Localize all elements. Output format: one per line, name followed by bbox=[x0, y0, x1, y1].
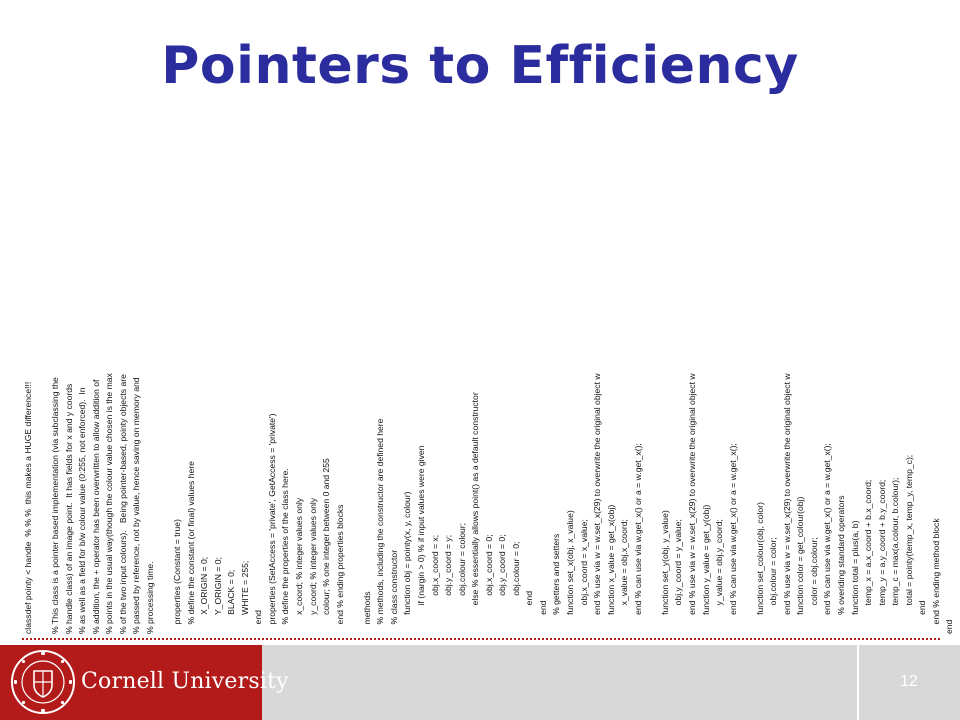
code-line: y_value = obj.y_coord; bbox=[714, 519, 725, 634]
university-wordmark: Cornell University bbox=[81, 669, 289, 694]
footer-bar bbox=[0, 645, 960, 720]
code-line: % define the properties of the class here. bbox=[280, 468, 291, 634]
code-line: % This class is a pointer based implementation (via subclassing the bbox=[50, 377, 61, 634]
code-line: function obj = pointy(x, y, colour) bbox=[402, 491, 413, 634]
code-line: end bbox=[944, 619, 955, 634]
code-line: colour; % one integer between 0 and 255 bbox=[321, 458, 332, 634]
cornell-logo bbox=[0, 645, 289, 720]
code-line: temp_y = a.y_coord + b.y_coord; bbox=[876, 479, 887, 634]
code-line: obj.y_coord = y_value; bbox=[673, 519, 684, 634]
code-line: else % essentially allows point() as a default constructor bbox=[470, 392, 481, 634]
code-line: end % can use via w.get_x() or a = w.get_x(); bbox=[727, 443, 738, 634]
code-line: end bbox=[524, 591, 535, 634]
code-line: function set_x(obj, x_value) bbox=[565, 510, 575, 634]
code-line: if (nargin > 0) % if input values were given bbox=[415, 445, 426, 634]
code-line: % methods, including the constructor are defined here bbox=[375, 418, 386, 634]
code-line: obj.colour = colour; bbox=[456, 522, 467, 634]
code-line: methods bbox=[361, 591, 372, 634]
code-line: x_coord; % integer values only bbox=[294, 497, 304, 634]
code-line: end % ending method block bbox=[930, 518, 941, 634]
cornell-seal-icon bbox=[10, 649, 76, 715]
page-number: 12 bbox=[900, 673, 918, 690]
code-line: obj.y_coord = 0; bbox=[497, 534, 508, 634]
code-line: end % use via w = w.set_x(29) to overwrite the original object w bbox=[592, 373, 603, 634]
code-line: obj.x_coord = x_value; bbox=[578, 519, 589, 634]
code-line: function color = get_colour(obj) bbox=[795, 496, 806, 634]
code-line: function total = plus(a, b) bbox=[849, 520, 860, 634]
code-line: end % use via w = w.set_x(29) to overwrite the original object w bbox=[686, 373, 697, 634]
code-line: obj.x_coord = 0; bbox=[483, 534, 494, 634]
code-line: % handle class) of an image point. It has fields for x and y coords bbox=[63, 383, 74, 634]
code-line: obj.y_coord = y; bbox=[443, 534, 454, 634]
code-line: % overiding standard operators bbox=[836, 495, 846, 634]
code-line: obj.colour = color; bbox=[768, 537, 779, 634]
code-line: total = pointy(temp_x, temp_y, temp_c); bbox=[903, 454, 914, 634]
code-line: function set_colour(obj, color) bbox=[754, 502, 765, 634]
code-line: X_ORIGIN = 0; bbox=[199, 556, 210, 634]
code-line: temp_c = max(a.colour, b.colour); bbox=[890, 477, 901, 634]
code-line: x_value = obj.x_coord; bbox=[619, 519, 630, 634]
code-line: end % ending properties blocks bbox=[334, 504, 345, 634]
code-line: color = obj.colour; bbox=[808, 537, 819, 634]
code-line: y_coord; % integer values only bbox=[307, 497, 318, 634]
code-line: end % can use via w.get_x() or a = w.get_x(); bbox=[632, 443, 643, 634]
code-line: WHITE = 255; bbox=[239, 560, 250, 634]
code-line: classdef pointy < handle % % % this makes a HUGE difference!!! bbox=[23, 381, 33, 634]
code-line: % getters and setters bbox=[551, 533, 562, 634]
code-line: BLACK = 0; bbox=[226, 569, 237, 634]
code-line: function set_y(obj, y_value) bbox=[659, 510, 670, 634]
code-line: properties (Constant = true) bbox=[172, 519, 183, 634]
code-line: function x_value = get_x(obj) bbox=[605, 504, 616, 634]
code-line: % of the two input colours). Being pointer-based, pointy objects are bbox=[117, 374, 128, 634]
code-line: function y_value = get_y(obj) bbox=[700, 504, 711, 634]
code-line: end % use via w = w.set_x(29) to overwrite the original object w bbox=[781, 373, 792, 634]
code-line: temp_x = a.x_coord + b.x_coord; bbox=[863, 479, 874, 634]
code-line: end bbox=[253, 610, 264, 634]
code-line: % processing time. bbox=[144, 561, 155, 634]
dotted-divider bbox=[22, 638, 940, 640]
code-line: % points in the usual way(though the colour value chosen is the max bbox=[104, 373, 115, 634]
code-line: end bbox=[537, 600, 548, 634]
code-line: Y_ORIGIN = 0; bbox=[212, 557, 223, 634]
code-line: obj.colour = 0; bbox=[510, 541, 521, 634]
slide-title: Pointers to Efficiency bbox=[161, 36, 799, 96]
code-line: % addition, the + operator has been overwritten to allow addition of bbox=[90, 379, 101, 634]
code-line: obj.x_coord = x; bbox=[429, 534, 440, 634]
code-line: end bbox=[917, 600, 928, 634]
code-line: properties (SetAccess = 'private', GetAccess = 'private') bbox=[266, 413, 277, 634]
code-line: % class constructor bbox=[388, 549, 399, 634]
code-line: % passed by reference, not by value, hence saving on memory and bbox=[131, 377, 142, 634]
code-line: % as well as a field for b/w colour value (0:255, not enforced). In bbox=[77, 387, 88, 634]
code-line: end % can use via w.get_x() or a = w.get_x(); bbox=[822, 443, 833, 634]
code-line: % define the constant (or final) values here bbox=[185, 461, 196, 634]
footer-divider bbox=[857, 645, 859, 720]
